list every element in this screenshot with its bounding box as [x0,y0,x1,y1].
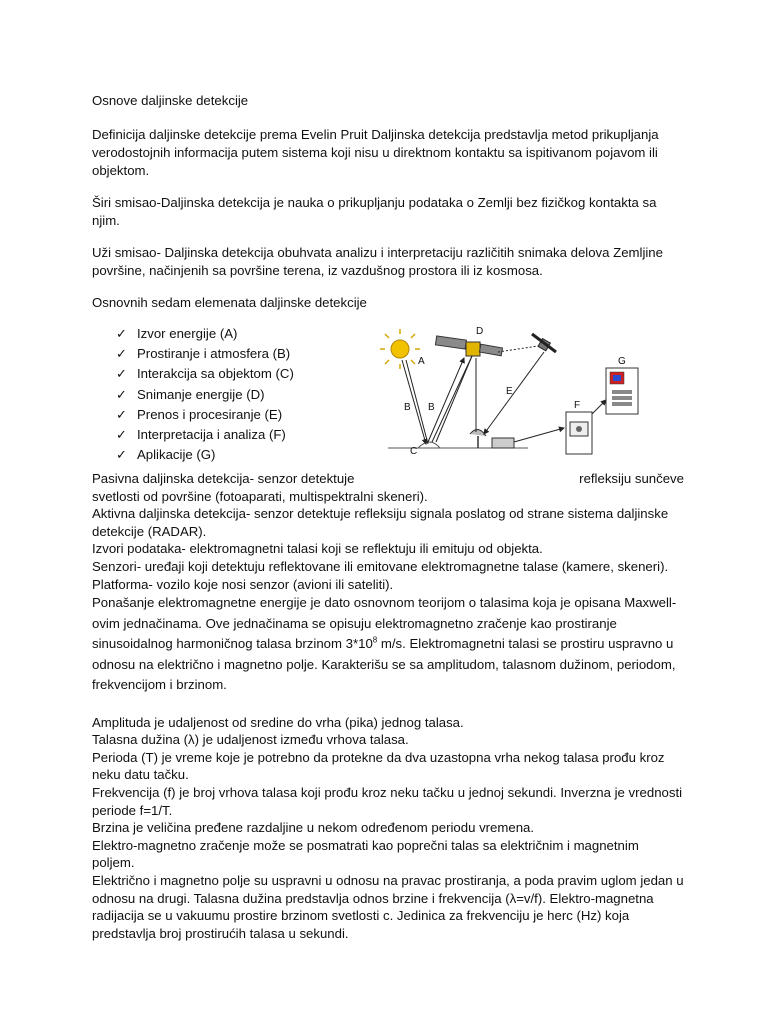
frequency-paragraph: Frekvencija (f) je broj vrhova talasa koji prođu kroz neku tačku u jednoj sekundi. Inverzna je vrednosti periode f=1/T. [92,785,683,818]
analysis-station-icon [566,412,592,454]
checkmark-icon: ✓ [116,447,127,463]
list-item [116,425,294,445]
elements-section [92,324,684,464]
list-item-label: Interpretacija i analiza (F) [137,426,286,442]
list-item-label: Prostiranje i atmosfera (B) [137,346,291,362]
diagram-label-b: B [404,402,411,413]
target-mound [418,442,440,448]
em-radiation-paragraph: Elektro-magnetno zračenje može se posmatrati kao poprečni talas sa električnim i magnetnim poljem. [92,837,639,871]
em-behaviour-paragraph [92,593,684,696]
list-item-label: Interakcija sa objektom (C) [137,366,294,382]
list-item-label: Snimanje energije (D) [137,386,265,402]
passive-text-left: Pasivna daljinska detekcija- senzor detektuje [92,471,355,486]
list-item [116,324,294,344]
list-item [116,364,294,384]
application-icon [606,368,638,414]
satellite-icon [435,336,502,356]
data-sources-paragraph: Izvori podataka- elektromagnetni talasi koji se reflektuju ili emituju od objekta. [92,541,543,557]
wavelength-paragraph: Talasna dužina (λ) je udaljenost između vrhova talasa. [92,732,409,748]
remote-sensing-diagram [378,316,670,468]
list-item-label: Aplikacije (G) [137,447,216,463]
list-item [116,405,294,425]
checkmark-icon: ✓ [116,366,127,382]
active-paragraph: Aktivna daljinska detekcija- senzor detektuje refleksiju signala poslatog od strane sistema daljinske detekcije (RADAR). [92,506,669,539]
passive-paragraph-first-line [92,470,684,488]
checkmark-icon: ✓ [116,426,127,442]
amplitude-paragraph: Amplituda je udaljenost od sredine do vrha (pika) jednog talasa. [92,714,464,730]
passive-text-right: refleksiju sunčeve [579,471,684,486]
em-behaviour-text-a: Ponašanje elektromagnetne energije je dato osnovnom teorijom o talasima koja je opisana Maxwell-ovim jednačinama. Ove jednačinama se opisuju elektromagnetno zračenje kao prostiranje sinusoidalnog harmoničnog talasa brzinom 3*10 [92,595,677,652]
document-page [92,92,684,942]
body-text [92,470,684,942]
diagram-label-d: D [476,326,484,337]
platform-paragraph: Platforma- vozilo koje nosi senzor (avioni ili sateliti). [92,576,394,592]
exponent: 8 [372,635,378,645]
sun-icon [380,329,420,369]
em-fields-paragraph: Električno i magnetno polje su uspravni u odnosu na pravac prostiranja, a poda pravim uglom jedan u odnosu na drugi. Talasna dužina predstavlja odnos brzine i frekvencija (λ=v/f). Elektro-magnetna radijacija se u vakuumu prostire brzinom svetlosti c. Jedinica za frekvenciju je herc (Hz) koja predstavlja broj prostirućih talasa u sekundi. [92,873,684,941]
passive-paragraph-continuation: svetlosti od površine (fotoaparati, multispektralni skeneri). [92,488,428,504]
relay-satellite-icon [532,334,556,352]
diagram-label-g: G [618,356,626,367]
speed-paragraph: Brzina je veličina pređene razdaljine u nekom određenom periodu vremena. [92,820,535,836]
checkmark-icon: ✓ [116,406,127,422]
diagram-label-b: B [428,402,435,413]
narrow-sense-paragraph: Uži smisao- Daljinska detekcija obuhvata analizu i interpretaciju različitih snimaka delova Zemljine površine, načinjenih sa površine terena, iz vazdušnog prostora ili iz kosmosa. [92,245,663,278]
diagram-label-e: E [506,386,513,397]
ground-station-icon [470,429,514,448]
list-item [116,344,294,364]
list-item [116,385,294,405]
definition-paragraph: Definicija daljinske detekcije prema Evelin Pruit Daljinska detekcija predstavlja metod prikupljanja verodostojnih informacija putem sistema koji nisu u direktnom kontaktu sa ispitivanom pojavom ili objektom. [92,127,659,178]
broad-sense-paragraph: Širi smisao-Daljinska detekcija je nauka o prikupljanju podataka o Zemlji bez fizičkog kontakta sa njim. [92,195,657,228]
list-item-label: Izvor energije (A) [137,326,238,341]
list-item-label: Prenos i procesiranje (E) [137,406,283,422]
document-title: Osnove daljinske detekcije [92,93,249,108]
em-behaviour-text-b: m/s. Elektromagnetni talasi se prostiru uspravno u odnosu na električno i magnetno polje. Karakterišu se sa amplitudom, talasnom dužinom, periodom, frekvencijom i brzinom. [92,636,676,693]
diagram-label-c: C [410,446,418,457]
elements-heading: Osnovnih sedam elemenata daljinske detekcije [92,295,367,310]
diagram-label-a: A [418,356,425,367]
elements-list [92,324,294,465]
checkmark-icon: ✓ [116,386,127,402]
checkmark-icon: ✓ [116,326,127,341]
diagram-label-f: F [574,400,581,411]
sensors-paragraph: Senzori- uređaji koji detektuju reflektovane ili emitovane elektromagnetne talase (kamere, skeneri). [92,558,669,574]
period-paragraph: Perioda (T) je vreme koje je potrebno da protekne da dva uzastopna vrha nekog talasa prođu kroz neku datu tačku. [92,749,665,783]
list-item [116,445,294,465]
checkmark-icon: ✓ [116,346,127,362]
